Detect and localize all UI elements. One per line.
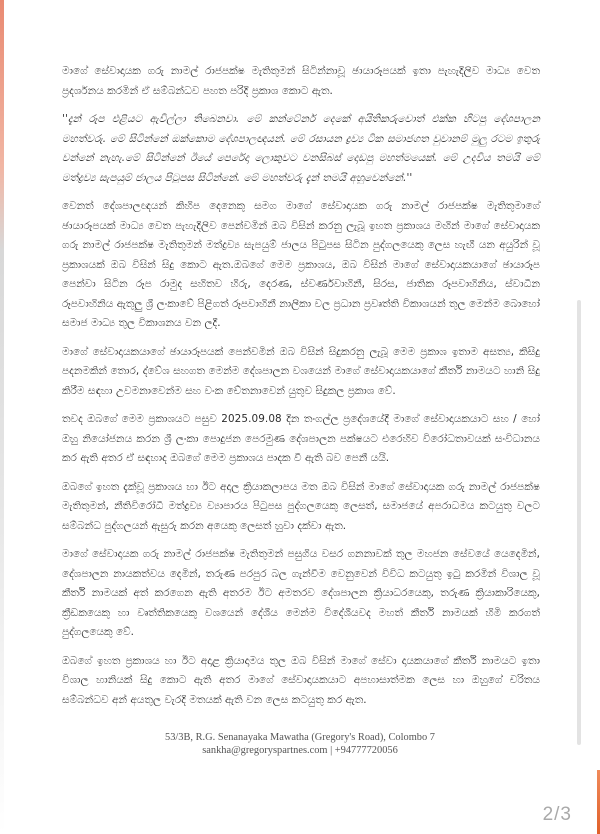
paragraph-quote: ''දැන් රූප එළියට ඇවිල්ලා තිබෙනවා. මේ කන්ටේනර් දෙකේ අයිතිකරුවොත් එක්ක හිටපු දේශපාලන මහත්වරු. මේ සිටින්නේ ඔක්කොම දේශපාලඥයන්. මේ රසායන ද්‍රව්‍ය ටික සමාජගත වුවානම් මුලු රටම ඉතුරු වන්නේ නැහැ.මේ සිටින්නේ ඊයේ පෙරේදා ලොකුවට වනසිබස් දොඩපු මහත්මයෙක්. මේ උදවිය තමයි මේ මත්ද්‍රව්‍ය සැපයුම් ජාලය පිටුපස සිටින්නේ. මේ මහත්වරු දැන් තමයි අහුවෙන්නේ.'' bbox=[62, 113, 540, 184]
paragraph-protest: තවද ඔබගේ මෙම ප්‍රකාශයට පසුව 2025.09.08 දින තංගල්ල ප්‍රදේශයේදී මාගේ සේවාදායකයාට සහ / හෝ ඔහු නියෝජනය කරන ශ්‍රී ලංකා පොදුජන පෙරමුණ දේශපාලන පක්ෂයට එරෙහිව විරෝධතාවයක් සංවිධානය කර ඇති අතර ඒ සඳහාද ඔබගේ මෙම ප්‍රකාශය පාදක වී ඇති බව පෙනී යයි. bbox=[62, 413, 540, 464]
vertical-scrollbar[interactable] bbox=[577, 300, 581, 745]
footer-contact: sankha@gregoryspartnes.com | +94777720056 bbox=[202, 745, 398, 756]
paragraph-intro: මාගේ සේවාදායක ගරු නාමල් රාජපක්ෂ මැතිතුමන් සිටින්නාවූ ඡායාරූපයක් ඉතා පැහැදිලිව මාධ්‍ය වෙත ප්‍රදර්ශනය කරමින් ඒ සම්බන්ධව පහත පරිදි ප්‍රකාශ කොට ඇත. bbox=[62, 65, 540, 97]
footer-address: 53/3B, R.G. Senanayaka Mawatha (Gregory's Road), Colombo 7 bbox=[165, 732, 435, 743]
paragraph-reputation: මාගේ සේවාදායක ගරු නාමල් රාජපක්ෂ මැතිතුමන් පසුගිය වසර ගනනාවක් තුල මහජන සේවයේ යෙදෙමින්, දේශපාලන නායකත්වය දෙමින්, තරුණ පරපුර බල ගැන්වීම වෙනුවෙන් විවිධ කටයුතු ඉටු කරමින් විශාල වූ කීර්ති නාමයක් අත් කරගෙන ඇති අතරම ඊට අමතරව දේශපාලන ක්‍රියාධරයෙකු, තරුණ ක්‍රියාකාරියෙකු, ක්‍රීඩකයෙකු හා වෘත්තිකයෙකු වශයෙන් දේශීය මෙන්ම විදේශීයවද මහත් කීර්ති නාමයක් හිමි කරගත් පුද්ගලයෙකු වේ. bbox=[62, 548, 540, 638]
document-page bbox=[62, 62, 540, 719]
left-edge-decoration bbox=[0, 0, 4, 834]
page-indicator: 2/3 bbox=[542, 804, 572, 825]
letterhead-footer bbox=[0, 731, 600, 757]
paragraph-broadcast: වෙනත් දේශපාලඥයන් කිහිප දෙනෙකු සමග මාගේ සේවාදායක ගරු නාමල් රාජපක්ෂ මැතිතුමාගේ ඡායාරූපයක් මාධ්‍ය වෙත පැහැදිලිව පෙන්වමින් ඔබ විසින් කරනු ලැබූ ඉහත ප්‍රකාශය මඟින් මාගේ සේවාදායක ගරු නාමල් රාජපක්ෂ මැතිතුමන් මත්ද්‍රව්‍ය සැපයුම් ජාලය පිටුපස සිටින පුද්ගලයෙකු ලෙස හැඟී යන අයුරින් වූ ප්‍රකාශයක් ඔබ විසින් සිදු කොට ඇත.ඔබගේ මෙම ප්‍රකාශය, ඔබ විසින් මාගේ සේවාදායකයාගේ ඡායාරූප පෙන්වා සිටින රූප රාමුද සහිතව හිරු, දෙරණ, ස්වර්ණවාහිනී, සිරස, ජාතික රූපවාහිනිය, ස්වාධීන රූපවාහිනිය ඇතුලු ශ්‍රී ලංකාවේ පිළිගත් රූපවාහිනී නාලිකා වල ප්‍රධාන ප්‍රවෘත්ති විකාශයන් තුල මෙන්ම බොහෝ සමාජ මාධ්‍ය තුල විකාශනය වන ලදී. bbox=[62, 200, 540, 329]
paragraph-portrayal: ඔබගේ ඉහත දැක්වූ ප්‍රකාශය හා ඊට අදාල ක්‍රියාකලාපය මත ඔබ විසින් මාගේ සේවාදායක ගරු නාමල් රාජපක්ෂ මැතිතුමන්, නීතිවිරෝධී මත්ද්‍රව්‍ය ව්‍යාපාරය පිටුපස පුද්ගලයෙකු ලෙසත්, සමාජයේ අපරාධමය කටයුතු වලට සම්බන්ධ පුද්ගලයන් ඇසුරු කරන අයෙකු ලෙසත් හුවා දක්වා ඇත. bbox=[62, 480, 540, 532]
paragraph-damage: ඔබගේ ඉහත ප්‍රකාශය හා ඊට අදාළ ක්‍රියාදාමය තුල ඔබ විසින් මාගේ සේවා දායකයාගේ කීර්ති නාමයට ඉතා විශාල හානියක් සිදු කොට ඇති අතර මාගේ සේවාදායකයාට අපහාසාත්මක ලෙස හා ඔහුගේ චරිතය සම්බන්ධව අන් අයතුල වැරදි මතයක් ඇති වන ලෙස කටයුතු කර ඇත. bbox=[62, 654, 540, 706]
paragraph-false-statement: මාගේ සේවාදායකයාගේ ඡායාරූපයක් පෙන්වමින් ඔබ විසින් සිදුකරනු ලැබූ මෙම ප්‍රකාශ ඉතාම අසත්‍ය, කිසිදු පදනමකින් තොර, ද්වේශ සහගත මෙන්ම දේශපාලන වශයෙන් මාගේ සේවාදායකයාගේ කීර්ති නාමයට හානි සිදු කිරීම සඳහා උවමනාවෙන්ම සහ වංක චේතනාවෙන් යුතුව සිදුකල ප්‍රකාශ වේ. bbox=[62, 345, 540, 397]
